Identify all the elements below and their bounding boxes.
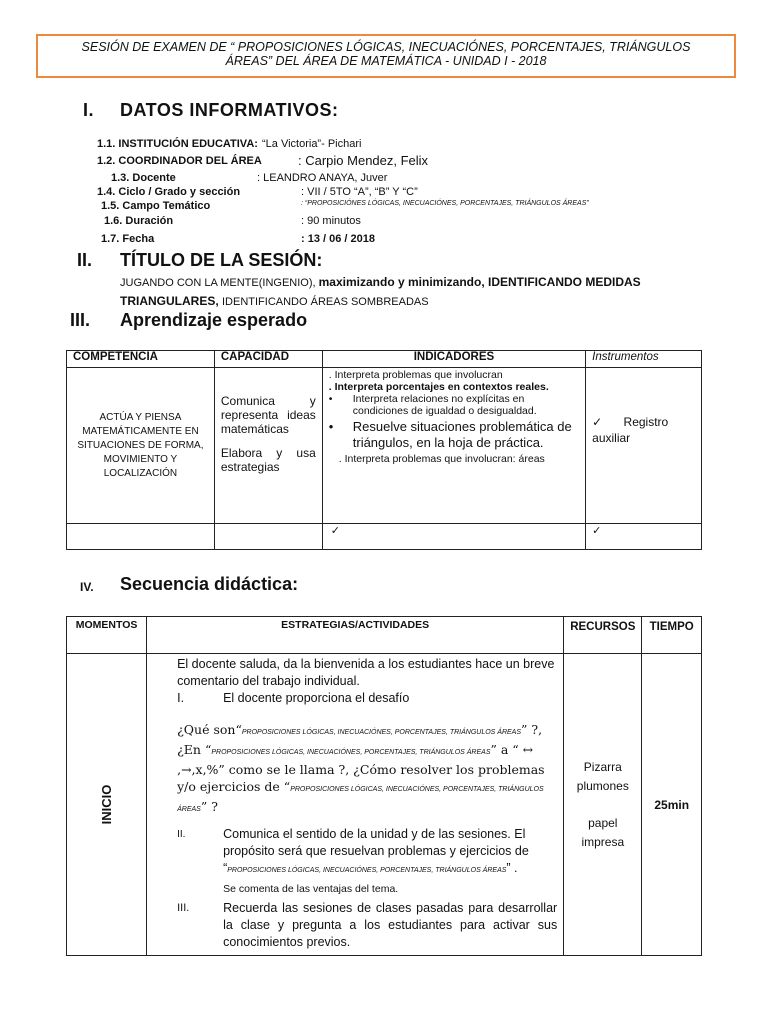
topic-small-2: PROPOSICIONES LÓGICAS, INECUACIÓNES, PORCENTAJES, TRIÁNGULOS ÁREAS [211, 749, 491, 756]
col-tiempo: TIEMPO [642, 617, 702, 654]
datos-label-3: 1.3. Docente [111, 172, 176, 184]
recurso-pizarra: Pizarra [583, 759, 622, 774]
datos-label-4: 1.4. Ciclo / Grado y sección [97, 186, 241, 198]
empty-cell [214, 524, 322, 550]
check-icon: ✓ [322, 524, 585, 550]
momento-cell [67, 654, 147, 956]
section1-number: I. [83, 100, 95, 120]
datos-value-4: : VII / 5TO “A”, “B” Y “C” [301, 186, 418, 198]
question-part-b: ” ?, ¿En “ [177, 722, 543, 757]
recurso-papel: papel impresa [581, 815, 625, 849]
session-title-line1: SESIÓN DE EXAMEN DE “ PROPOSICIONES LÓGICAS, INECUACIÓNES, PORCENTAJES, TRIÁNGULOS [81, 40, 691, 54]
session-title-part-a: JUGANDO CON LA MENTE(INGENIO), [120, 277, 319, 289]
datos-label-1: 1.1. INSTITUCIÓN EDUCATIVA: [97, 138, 258, 150]
col-momentos: MOMENTOS [67, 617, 147, 654]
question-part-d: ” ? [200, 799, 218, 814]
momento-inicio: INICIO [99, 784, 115, 825]
indicador-4: Resuelve situaciones problemática de triángulos, en la hoja de práctica. [352, 419, 572, 450]
datos-value-5: : “PROPOSICIÓNES LÓGICAS, INECUACIÓNES, PORCENTAJES, TRIÁNGULOS ÁREAS” [301, 200, 589, 207]
session-title-part-d: IDENTIFICANDO ÁREAS SOMBREADAS [222, 296, 429, 308]
desafio-questions [177, 721, 557, 818]
activity-2 [177, 826, 557, 898]
datos-value-7: : 13 / 06 / 2018 [301, 233, 375, 245]
col-competencia: COMPETENCIA [67, 351, 215, 368]
indicador-1: . Interpreta problemas que involucran [328, 369, 503, 381]
indicador-5: . Interpreta problemas que involucran: áreas [338, 453, 545, 465]
activity-2-num: II. [177, 829, 186, 840]
capacidad-2: Elabora y usa estrategias [220, 446, 316, 474]
col-indicadores: INDICADORES [322, 351, 585, 368]
activity-2-end: ” . [506, 861, 518, 875]
datos-value-1: “La Victoria”- Pichari [262, 138, 362, 150]
capacidad-1: Comunica y representa ideas matemáticas [220, 394, 316, 436]
tiempo-cell: 25min [642, 654, 702, 956]
capacidad-cell [214, 368, 322, 524]
section3-title: Aprendizaje esperado [120, 310, 308, 330]
indicador-3-row [329, 393, 579, 417]
activity-1-num: I. [177, 691, 185, 705]
check-icon: ✓ [592, 415, 603, 429]
activity-3 [177, 900, 557, 951]
indicadores-cell [322, 368, 585, 524]
col-recursos: RECURSOS [564, 617, 642, 654]
activity-2-body [223, 826, 557, 898]
competencia-cell: ACTÚA Y PIENSA MATEMÁTICAMENTE EN SITUACIONES DE FORMA, MOVIMIENTO Y LOCALIZACIÓN [67, 368, 215, 524]
section2-number: II. [77, 250, 93, 270]
session-title-part-b: maximizando y minimizando, IDENTIFICANDO MEDIDAS [318, 275, 641, 289]
datos-value-2: : Carpio Mendez, Felix [298, 153, 429, 168]
activity-1 [177, 690, 557, 707]
datos-label-5: 1.5. Campo Temático [101, 200, 211, 212]
activity-2-note: Se comenta de las ventajas del tema. [223, 883, 399, 895]
indicador-4-row [329, 419, 579, 451]
topic-small-4: PROPOSICIONES LÓGICAS, INECUACIÓNES, PORCENTAJES, TRIÁNGULOS ÁREAS [227, 867, 507, 874]
intro-text: El docente saluda, da la bienvenida a los estudiantes hace un breve comentario del trabajo individual. [177, 657, 555, 688]
question-part-c: ” a “ ↔ ,→,x,%” como se le llama ?, ¿Cómo resolver los problemas y/o ejercicios de “ [177, 742, 545, 794]
datos-label-6: 1.6. Duración [104, 215, 174, 227]
session-title-line2: ÁREAS” DEL ÁREA DE MATEMÁTICA - UNIDAD I - 2018 [225, 54, 547, 68]
recursos-cell [564, 654, 642, 956]
section4-title: Secuencia didáctica: [120, 574, 299, 594]
check-icon: ✓ [586, 524, 702, 550]
empty-cell [67, 524, 215, 550]
question-part-a: ¿Qué son“ [177, 722, 242, 737]
datos-value-6: : 90 minutos [301, 215, 361, 227]
topic-small-1: PROPOSICIONES LÓGICAS, INECUACIÓNES, PORCENTAJES, TRIÁNGULOS ÁREAS [241, 729, 522, 736]
section2-title: TÍTULO DE LA SESIÓN: [120, 250, 323, 270]
estrategias-cell [147, 654, 564, 956]
recurso-plumones: plumones [576, 778, 629, 793]
bullet-icon: • [328, 419, 334, 434]
section1-title: DATOS INFORMATIVOS: [120, 100, 339, 120]
bullet-icon: • [328, 393, 333, 405]
col-instrumentos: Instrumentos [586, 351, 702, 368]
activity-3-num: III. [177, 902, 190, 914]
activity-1-text: El docente proporciona el desafío [223, 691, 410, 705]
col-capacidad: CAPACIDAD [214, 351, 322, 368]
datos-value-3: : LEANDRO ANAYA, Juver [257, 172, 388, 184]
session-title-part-c: TRIANGULARES, [120, 294, 222, 308]
col-estrategias: ESTRATEGIAS/ACTIVIDADES [147, 617, 564, 654]
section4-number: IV. [80, 580, 94, 594]
aprendizaje-table [66, 350, 702, 550]
datos-label-7: 1.7. Fecha [101, 233, 155, 245]
instrumento-registro: Registro auxiliar [592, 415, 669, 445]
section3-number: III. [70, 310, 91, 330]
indicador-3: Interpreta relaciones no explícitas en condiciones de igualdad o desigualdad. [352, 393, 537, 417]
activity-3-text: Recuerda las sesiones de clases pasadas para desarrollar la clase y pregunta a los estudiantes para activar sus conocimientos previos. [223, 901, 558, 949]
session-title-box [36, 34, 736, 78]
activity-2-text: Comunica el sentido de la unidad y de las sesiones. El propósito será que resuelvan problemas y ejercicios de “ [223, 827, 529, 875]
instrumentos-cell [586, 368, 702, 524]
session-title-text [120, 273, 680, 311]
topic-small-3: PROPOSICIONES LÓGICAS, INECUACIÓNES, PORCENTAJES, TRIÁNGULOS ÁREAS [177, 786, 544, 813]
secuencia-table [66, 616, 702, 956]
datos-label-2: 1.2. COORDINADOR DEL ÁREA [97, 155, 262, 167]
indicador-2: . Interpreta porcentajes en contextos reales. [328, 381, 549, 393]
